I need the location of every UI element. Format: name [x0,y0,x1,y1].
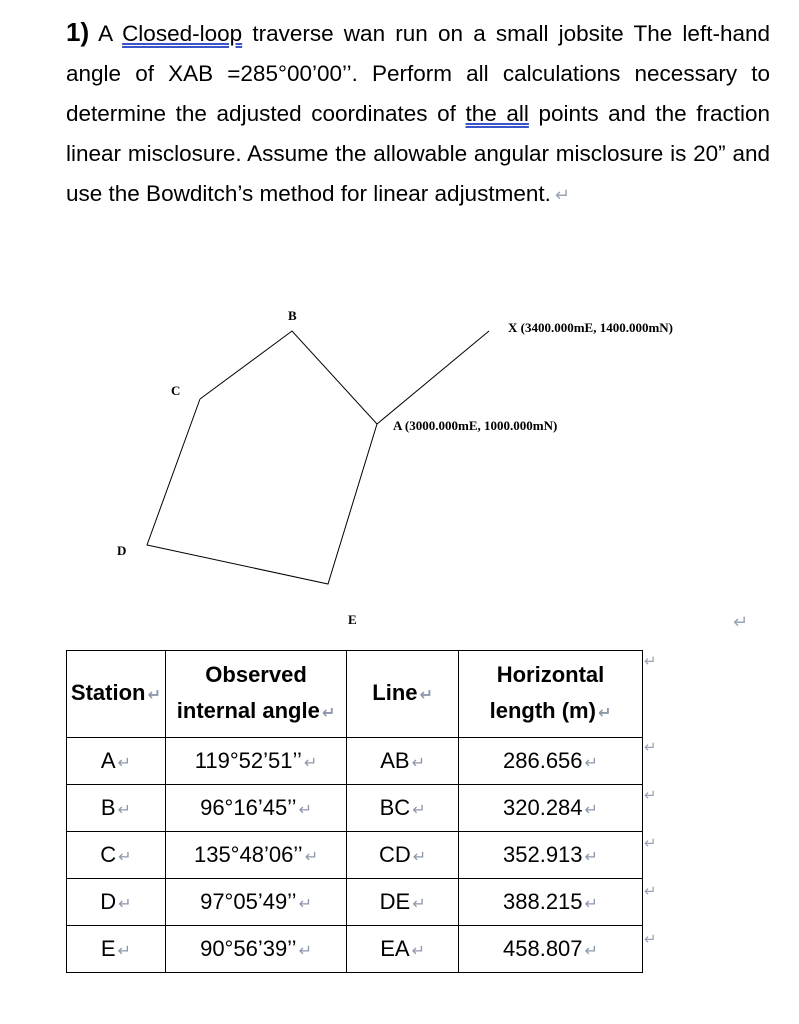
traverse-outline [147,331,377,584]
header-line: Line ↵ [347,651,459,738]
problem-text-start: A [98,21,123,46]
cell-mark-icon: ↵ [584,896,598,913]
row-end-mark-icon: ↵ [644,739,657,756]
cell-length: 352.913 ↵ [458,832,642,879]
cell-mark-icon: ↵ [584,802,598,819]
backsight-line-ax [377,331,489,424]
cell-station: D ↵ [67,879,166,926]
cell-mark-icon: ↵ [412,896,426,913]
label-point-x: X (3400.000mE, 1400.000mN) [508,320,674,335]
cell-mark-icon: ↵ [118,896,132,913]
row-end-mark-icon: ↵ [644,931,657,948]
cell-mark-icon: ↵ [117,755,131,772]
problem-statement [66,12,770,215]
cell-mark-icon: ↵ [147,686,161,704]
cell-angle: 96°16’45’’ ↵ [165,785,347,832]
cell-angle: 135°48’06’’ ↵ [165,832,347,879]
row-end-mark-icon: ↵ [644,787,657,804]
cell-mark-icon: ↵ [117,943,131,960]
label-station-c: C [171,383,181,398]
paragraph-mark-icon: ↵ [554,185,570,205]
cell-line: AB ↵ [347,738,459,785]
cell-length: 388.215 ↵ [458,879,642,926]
cell-mark-icon: ↵ [298,802,312,819]
cell-angle: 119°52’51’’ ↵ [165,738,347,785]
paragraph-mark-icon: ↵ [733,612,749,632]
label-station-b: B [288,308,297,323]
row-end-mark-icon: ↵ [644,835,657,852]
cell-mark-icon: ↵ [118,849,132,866]
table-header-row [67,651,643,738]
problem-text-middle: traverse wan run on a small jobsite The left-hand angle of XAB =285°00’00’’. Perform all calculations necessary to determine the adjusted coordinates of [66,21,770,126]
cell-mark-icon: ↵ [584,943,598,960]
question-number: 1) [66,17,90,47]
table-row [67,738,643,785]
cell-mark-icon: ↵ [303,755,318,772]
cell-mark-icon: ↵ [411,943,425,960]
cell-mark-icon: ↵ [411,755,425,772]
table-row [67,785,643,832]
problem-text-end: points and the fraction linear misclosure. Assume the allowable angular misclosure is 20” and use the Bowditch’s method for linear adjustment. [66,101,770,206]
cell-length: 320.284 ↵ [458,785,642,832]
problem-paragraph [66,12,770,215]
table-row [67,879,643,926]
cell-line: CD ↵ [347,832,459,879]
cell-length: 286.656 ↵ [458,738,642,785]
row-end-mark-icon: ↵ [644,883,657,900]
underlined-the-all: the all [465,101,529,126]
cell-station: E ↵ [67,926,166,973]
label-station-e: E [348,612,357,627]
cell-line: DE ↵ [347,879,459,926]
header-station: Station ↵ [67,651,166,738]
cell-mark-icon: ↵ [412,802,426,819]
cell-mark-icon: ↵ [584,755,598,772]
observations-table [66,650,643,973]
traverse-diagram [0,290,799,640]
cell-mark-icon: ↵ [298,896,312,913]
header-observed-angle: Observed internal angle ↵ [165,651,347,738]
cell-line: BC ↵ [347,785,459,832]
cell-mark-icon: ↵ [117,802,131,819]
cell-length: 458.807 ↵ [458,926,642,973]
underlined-closed-loop: Closed-loop [122,21,243,46]
cell-mark-icon: ↵ [298,943,312,960]
table-row [67,926,643,973]
table-row [67,832,643,879]
cell-mark-icon: ↵ [412,849,427,866]
cell-mark-icon: ↵ [584,849,598,866]
row-end-mark-icon: ↵ [644,653,657,670]
cell-line: EA ↵ [347,926,459,973]
cell-mark-icon: ↵ [304,849,319,866]
cell-mark-icon: ↵ [597,704,612,722]
label-point-a: A (3000.000mE, 1000.000mN) [393,418,558,433]
cell-angle: 90°56’39’’ ↵ [165,926,347,973]
cell-station: C ↵ [67,832,166,879]
cell-angle: 97°05’49’’ ↵ [165,879,347,926]
header-horizontal-length: Horizontal length (m) ↵ [458,651,642,738]
cell-station: B ↵ [67,785,166,832]
cell-mark-icon: ↵ [321,704,336,722]
label-station-d: D [117,543,127,558]
cell-station: A ↵ [67,738,166,785]
cell-mark-icon: ↵ [419,686,433,704]
